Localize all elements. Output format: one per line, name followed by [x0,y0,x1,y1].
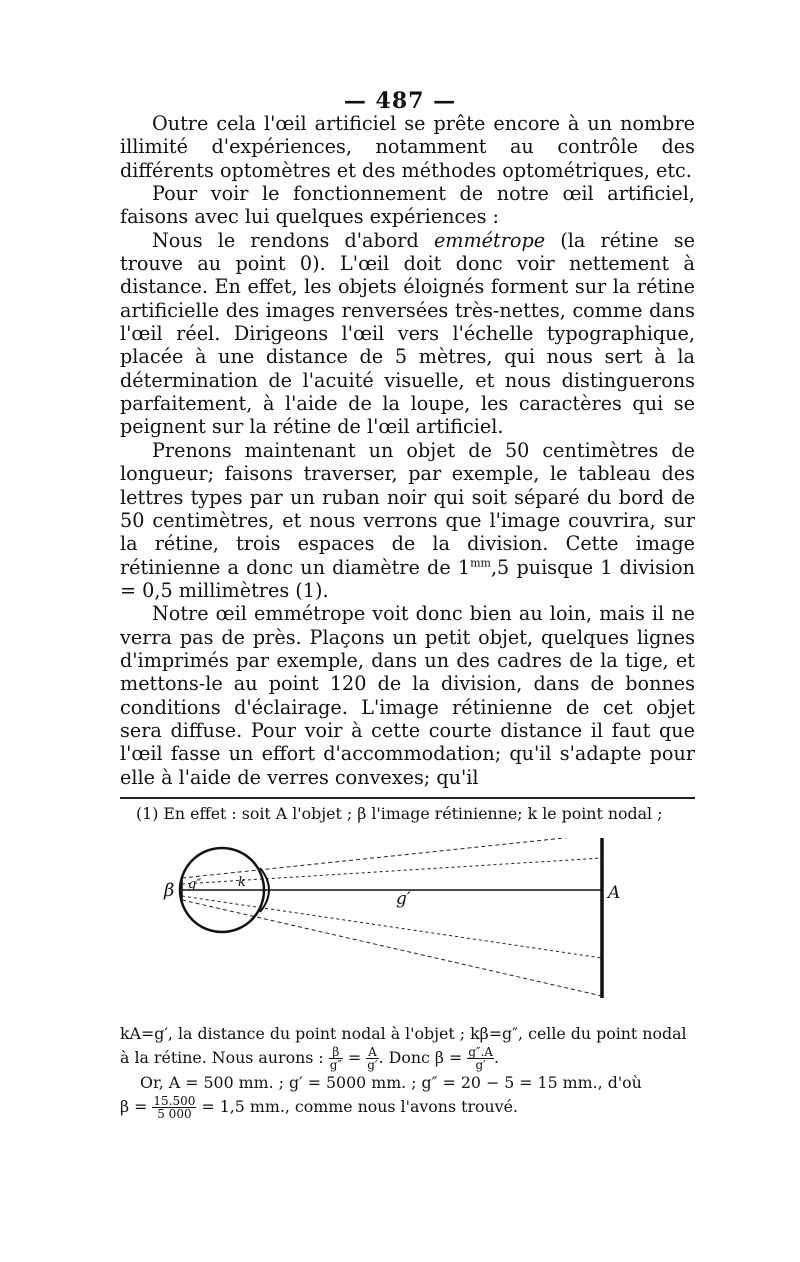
fraction-1-numerator: β [329,1046,343,1059]
paragraph-5: Notre œil emmétrope voit donc bien au loin, mais il ne verra pas de près. Plaçons un petit objet, quelques lignes d'imprimés par exemple, dans un des cadres de la tige, et mettons-le au point 120 de la division, dans de bonnes conditions d'éclairage. L'image rétinienne de cet objet sera diffuse. Pour voir à cette courte distance il faut que l'œil fasse un effort d'accommodation; qu'il s'adapte pour elle à l'aide de verres convexes; qu'il [120,602,695,789]
label-k: k [238,875,246,890]
fraction-4-denominator: 5 000 [157,1107,192,1121]
ray-bottom [182,900,602,996]
footnote-line-4 [120,1095,695,1120]
ray-lower-inner [182,896,602,958]
label-g-prime: g′ [396,889,411,909]
footnote-equations [120,1024,695,1122]
paragraph-4-main: Prenons maintenant un objet de 50 centimètres de longueur; faisons traverser, par exemple, le tableau des lettres types par un ruban noir qui soit séparé du bord de 50 centimètres, et nous verrons que l'image couvrira, sur la rétine, trois espaces de la division. Cette image rétinienne a donc un diamètre de 1 [120,438,695,579]
fraction-result [467,1046,494,1071]
footnote-line-1: kA=g′, la distance du point nodal à l'objet ; kβ=g″, celle du point nodal [120,1024,687,1043]
footnote-line-4-tail: = 1,5 mm., comme nous l'avons trouvé. [201,1097,518,1116]
fraction-numeric [152,1095,196,1120]
body-text [120,112,695,789]
ray-top [182,838,602,878]
fraction-4-numerator: 15.500 [153,1094,196,1108]
footnote-separator [120,797,695,799]
fraction-3-denominator: g′ [475,1058,486,1072]
fraction-2-denominator: g′ [367,1058,378,1072]
paragraph-2: Pour voir le fonctionnement de notre œil artificiel, faisons avec lui quelques expériences : [120,182,695,229]
footnote-line-2-mid: . Donc β = [378,1048,463,1067]
emmetrope-term: emmétrope [433,228,546,252]
footnote-intro: (1) En effet : soit A l'objet ; β l'image rétinienne; k le point nodal ; [136,804,663,823]
label-g-double: g″ [188,877,202,892]
label-A: A [608,883,621,903]
fraction-3-numerator: g″.A [468,1045,493,1059]
paragraph-4 [120,439,695,602]
fraction-2-numerator: A [368,1045,377,1059]
fraction-beta-g2 [329,1046,343,1071]
paragraph-3-lead: Nous le rendons d'abord [152,228,419,252]
footnote-line-3: Or, A = 500 mm. ; g′ = 5000 mm. ; g″ = 20 − 5 = 15 mm., d'où [140,1073,642,1092]
paragraph-4-tail: ,5 puisque 1 division = 0,5 millimètres (1). [120,555,695,602]
label-beta: β [164,880,175,901]
page-number: — 487 — [343,88,457,114]
footnote-intro-block [120,804,695,824]
eye-ray-diagram [160,838,640,1018]
fraction-A-g1 [366,1046,378,1071]
footnote-line-2-lead: à la rétine. Nous aurons : [120,1048,324,1067]
paragraph-1: Outre cela l'œil artificiel se prête encore à un nombre illimité d'expériences, notamment au contrôle des différents optomètres et des méthodes optométriques, etc. [120,112,695,182]
footnote-line-2: à la rétine. Nous aurons : $\frac{\beta}{g''}$ = $\frac{A}{g'}$ . Donc β = $\frac{g''.A}{g'}$ . [120,1045,500,1072]
paragraph-3 [120,229,695,439]
unit-mm: mm [470,556,491,570]
equals-sign: = [347,1048,362,1067]
footnote-line-4-lead: β = [120,1097,148,1116]
fraction-1-denominator: g″ [329,1058,342,1072]
paragraph-3-rest: (la rétine se trouve au point 0). L'œil doit donc voir nettement à distance. En effet, les objets éloignés forment sur la rétine artificielle des images renversées très-nettes, comme dans l'œil réel. Dirigeons l'œil vers l'échelle typographique, placée à une distance de 5 mètres, qui nous sert à la détermination de l'acuité visuelle, et nous distinguerons parfaitement, à l'aide de la loupe, les caractères qui se peignent sur la rétine de l'œil artificiel. [120,228,695,439]
